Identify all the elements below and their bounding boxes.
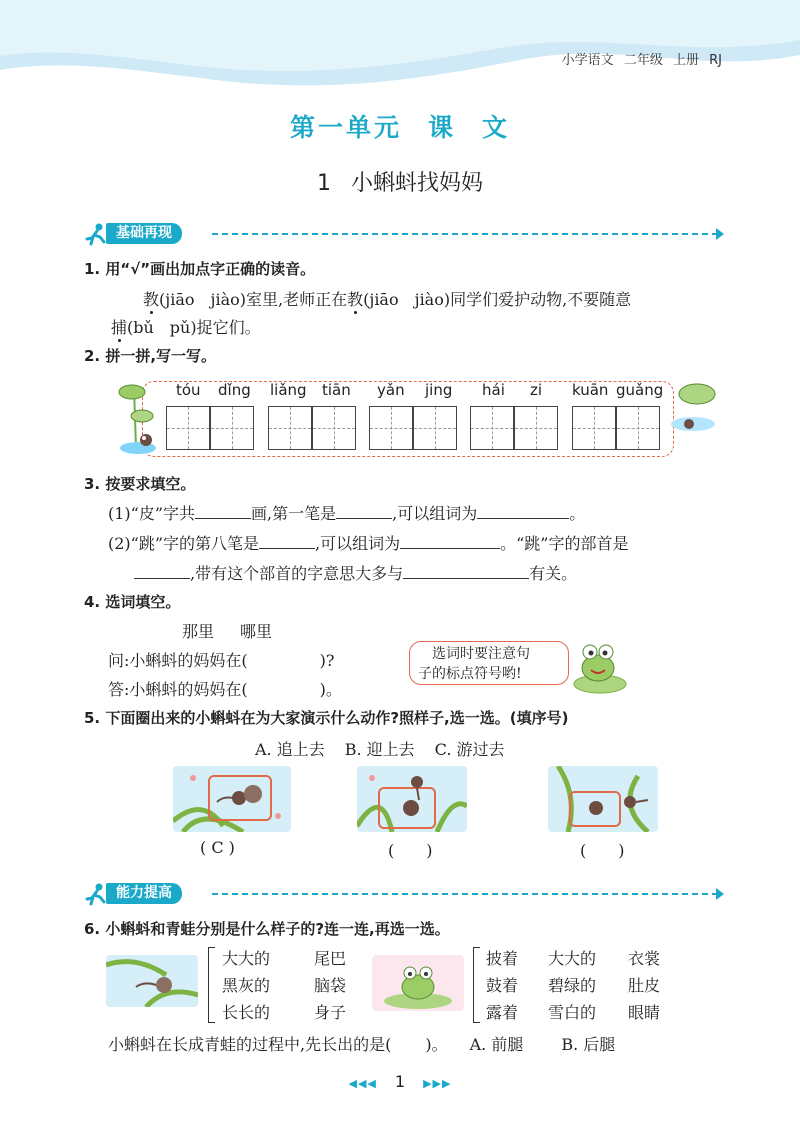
q6-right-adj[interactable]: 大大的	[548, 949, 597, 968]
q6-left-noun[interactable]: 身子	[314, 1003, 347, 1022]
tadpole-picture-2	[357, 766, 467, 832]
q6-left-adj[interactable]: 长长的	[222, 1003, 271, 1022]
tip-speech-bubble	[409, 641, 569, 685]
q6-right-verb[interactable]: 披着	[486, 949, 519, 968]
q6-right-noun[interactable]: 衣裳	[628, 949, 661, 968]
q5-option-c: C. 游过去	[434, 740, 505, 759]
q5-answer-1[interactable]: ( C )	[200, 838, 235, 857]
header-edition: RJ	[709, 53, 722, 68]
writing-grid-cell[interactable]	[514, 406, 558, 450]
q6-right-noun[interactable]: 肚皮	[628, 976, 661, 995]
pinyin-label: yǎn	[377, 381, 405, 399]
tadpole-picture-1	[173, 766, 291, 832]
q5-option-b: B. 迎上去	[344, 740, 415, 759]
fill-blank[interactable]	[336, 504, 392, 519]
q1-line2	[111, 315, 261, 338]
header-volume: 上册	[672, 53, 699, 68]
unit-title-part2: 课	[427, 113, 456, 142]
unit-title-part3: 文	[482, 113, 511, 142]
writing-grid-cell[interactable]	[369, 406, 413, 450]
pinyin-label: kuān	[572, 381, 609, 399]
unit-title	[0, 108, 800, 144]
fill-blank[interactable]	[195, 504, 251, 519]
left-bracket	[208, 947, 215, 1023]
fill-blank[interactable]	[403, 564, 529, 579]
q6-option-b: B. 后腿	[561, 1035, 616, 1054]
lily-pad-icon	[663, 376, 723, 446]
left-arrows-icon: ◀◀◀	[348, 1077, 377, 1090]
q5-title: 5. 下面圈出来的小蝌蚪在为大家演示什么动作?照样子,选一选。(填序号)	[84, 709, 569, 727]
q6-left-row-3	[222, 1000, 346, 1023]
writing-grid-cell[interactable]	[470, 406, 514, 450]
q5-answer-2[interactable]: ( )	[388, 841, 433, 860]
q6-right-row-3	[486, 1000, 660, 1023]
writing-grid-cell[interactable]	[413, 406, 457, 450]
q5-answer-3[interactable]: ( )	[580, 841, 625, 860]
right-arrows-icon: ▶▶▶	[423, 1077, 452, 1090]
header-subject: 小学语文	[561, 53, 614, 68]
section-divider	[212, 893, 718, 895]
writing-grid-cell[interactable]	[166, 406, 210, 450]
section-divider	[212, 233, 718, 235]
tip-line-1: 选词时要注意句	[432, 646, 530, 662]
pinyin-label: jing	[425, 381, 453, 399]
q4-answer	[108, 677, 342, 700]
q6-right-verb[interactable]: 露着	[486, 1003, 519, 1022]
q4-question-text: 问:小蝌蚪的妈妈在(	[108, 651, 248, 670]
q6-right-adj[interactable]: 雪白的	[548, 1003, 597, 1022]
writing-grid-cell[interactable]	[572, 406, 616, 450]
lesson-number: 1	[316, 171, 331, 196]
q4-word-1: 那里	[182, 622, 215, 641]
tadpole-picture-3	[548, 766, 658, 832]
lesson-title	[0, 166, 800, 197]
q1-title: 1. 用“√”画出加点字正确的读音。	[84, 260, 316, 278]
pinyin-label: liǎng	[270, 381, 307, 399]
running-figure-icon	[84, 882, 108, 906]
q3-line2	[108, 531, 629, 554]
q6-final-text: 小蝌蚪在长成青蛙的过程中,先长出的是(	[108, 1035, 392, 1054]
lotus-leaf-icon	[112, 378, 162, 458]
q1-line1-text2: (jiāo jiào)同学们爱护动物,不要随意	[363, 290, 632, 309]
header-grade: 二年级	[623, 53, 663, 68]
q1-dotted-char-2: 教	[347, 287, 363, 310]
right-bracket	[473, 947, 480, 1023]
section-advanced-bar	[84, 882, 724, 906]
q3-l1-text-b: 画,第一笔是	[251, 504, 337, 523]
q1-line2-text: (bǔ pǔ)捉它们。	[127, 318, 261, 337]
q5-options	[255, 737, 505, 760]
page-footer	[0, 1072, 800, 1091]
tip-line-2: 子的标点符号哟!	[418, 666, 522, 682]
q4-words	[182, 619, 272, 642]
tadpole-picture-q6	[106, 955, 198, 1007]
q6-left-noun[interactable]: 脑袋	[314, 976, 347, 995]
q6-right-verb[interactable]: 鼓着	[486, 976, 519, 995]
frog-icon	[568, 634, 630, 696]
header-info	[562, 49, 722, 68]
q6-left-row-1	[222, 946, 346, 969]
fill-blank[interactable]	[259, 534, 315, 549]
q3-l1-text-c: ,可以组词为	[392, 504, 478, 523]
writing-grid-cell[interactable]	[210, 406, 254, 450]
q3-l3-text-b: 有关。	[529, 564, 578, 583]
q6-right-noun[interactable]: 眼睛	[628, 1003, 661, 1022]
fill-blank[interactable]	[400, 534, 500, 549]
q3-l2-text-c: 。“跳”字的部首是	[500, 534, 629, 553]
fill-blank[interactable]	[477, 504, 569, 519]
section-basic-bar	[84, 222, 724, 246]
q6-final-question	[108, 1032, 615, 1055]
q4-word-2: 哪里	[240, 622, 273, 641]
q5-option-a: A. 追上去	[255, 740, 325, 759]
writing-grid-cell[interactable]	[268, 406, 312, 450]
section-basic-label: 基础再现	[106, 223, 182, 244]
pinyin-label: hái	[482, 381, 505, 399]
pinyin-label: guǎng	[616, 381, 664, 399]
q4-question	[108, 648, 334, 671]
q6-final-end: )。	[425, 1035, 448, 1054]
q6-right-row-1	[486, 946, 660, 969]
q4-question-end: )?	[319, 651, 335, 670]
pinyin-label: tóu	[176, 381, 201, 399]
q3-l2-text-a: (2)“跳”字的第八笔是	[108, 534, 260, 553]
q3-l2-text-b: ,可以组词为	[315, 534, 401, 553]
q2-title: 2. 拼一拼,写一写。	[84, 347, 217, 365]
arrow-right-icon	[716, 888, 724, 900]
q6-right-adj[interactable]: 碧绿的	[548, 976, 597, 995]
q1-dotted-char-1: 教	[143, 287, 159, 310]
frog-picture-q6	[372, 955, 464, 1011]
q6-left-noun[interactable]: 尾巴	[314, 949, 347, 968]
q6-left-adj[interactable]: 大大的	[222, 949, 271, 968]
writing-grid-cell[interactable]	[312, 406, 356, 450]
page-number: 1	[394, 1072, 406, 1091]
q3-line3	[134, 561, 577, 584]
pinyin-label: zi	[530, 381, 543, 399]
q3-l3-text-a: ,带有这个部首的字意思大多与	[190, 564, 404, 583]
q3-title: 3. 按要求填空。	[84, 475, 196, 493]
pinyin-label: dǐng	[218, 381, 251, 399]
q3-l1-text-a: (1)“皮”字共	[108, 504, 196, 523]
q4-answer-text: 答:小蝌蚪的妈妈在(	[108, 680, 248, 699]
q6-left-row-2	[222, 973, 346, 996]
section-advanced-label: 能力提高	[106, 883, 182, 904]
q3-l1-text-d: 。	[569, 504, 586, 523]
q6-option-a: A. 前腿	[469, 1035, 524, 1054]
unit-title-part1: 第一单元	[289, 113, 402, 142]
q4-answer-end: )。	[319, 680, 342, 699]
arrow-right-icon	[716, 228, 724, 240]
q1-dotted-char-3: 捕	[111, 315, 127, 338]
q6-right-row-2	[486, 973, 660, 996]
q6-title: 6. 小蝌蚪和青蛙分别是什么样子的?连一连,再选一选。	[84, 920, 450, 938]
pinyin-label: tiān	[322, 381, 351, 399]
fill-blank[interactable]	[134, 564, 190, 579]
writing-grid-cell[interactable]	[616, 406, 660, 450]
q1-line1	[143, 287, 631, 310]
q6-left-adj[interactable]: 黑灰的	[222, 976, 271, 995]
lesson-name: 小蝌蚪找妈妈	[350, 171, 483, 196]
q3-line1	[108, 501, 585, 524]
running-figure-icon	[84, 222, 108, 246]
q1-line1-text1: (jiāo jiào)室里,老师正在	[159, 290, 348, 309]
q4-title: 4. 选词填空。	[84, 593, 181, 611]
